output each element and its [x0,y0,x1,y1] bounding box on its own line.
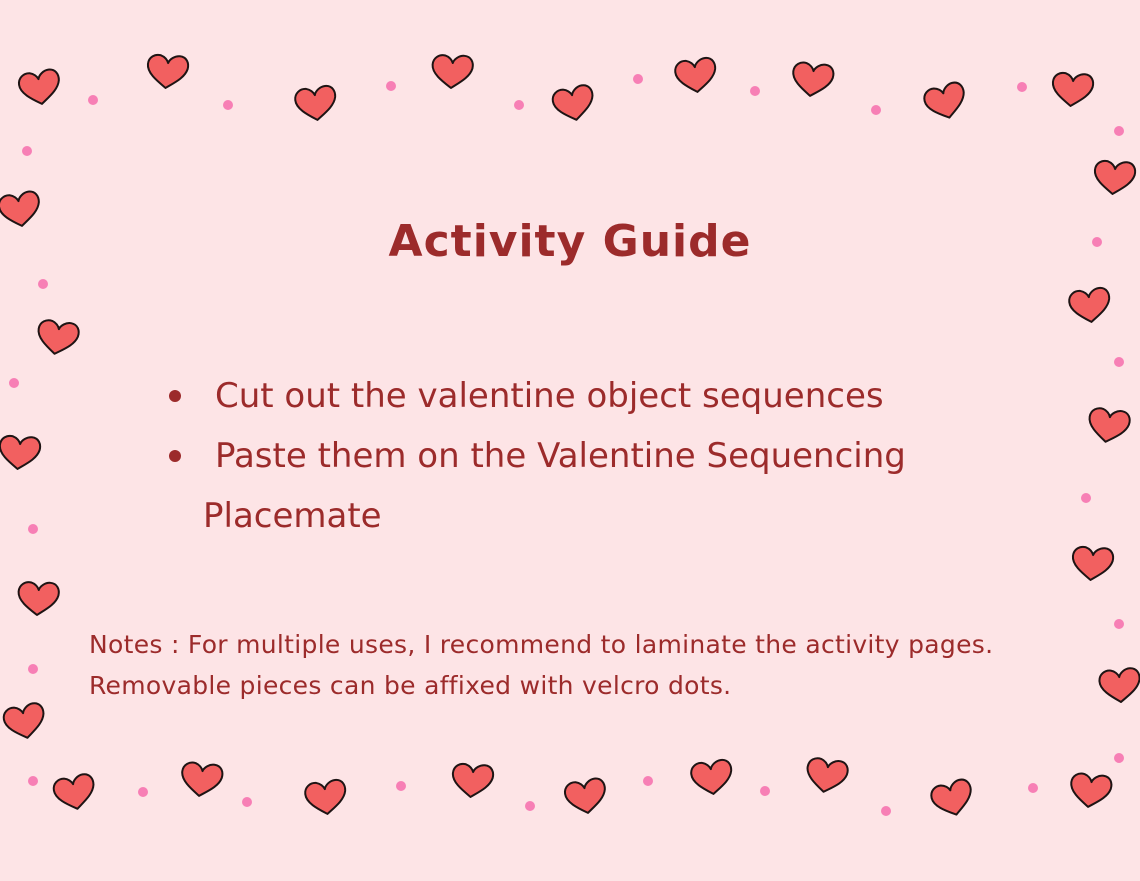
dot-icon [386,81,396,91]
dot-icon [525,801,535,811]
dot-icon [1114,357,1124,367]
dot-icon [881,806,891,816]
heart-icon [564,777,608,815]
heart-icon [451,762,494,799]
heart-icon [690,759,733,796]
dot-icon [242,797,252,807]
dot-icon [643,776,653,786]
dot-icon [223,100,233,110]
heart-icon [304,779,347,816]
notes-text [89,624,1119,706]
dot-icon [1017,82,1027,92]
dot-icon [633,74,643,84]
dot-icon [88,95,98,105]
heart-icon [179,760,223,798]
heart-icon [1093,159,1136,196]
heart-icon [294,85,337,122]
dot-icon [750,86,760,96]
dot-icon [1081,493,1091,503]
heart-icon [929,778,976,820]
heart-icon [0,434,41,471]
step-continuation-text: Placemate [203,496,382,536]
heart-icon [2,702,47,741]
dot-icon [396,781,406,791]
dot-icon [28,524,38,534]
step-text: Cut out the valentine object sequences [215,376,884,416]
list-item [165,366,995,426]
dot-icon [138,787,148,797]
dot-icon [871,105,881,115]
heart-icon [1068,287,1111,324]
dot-icon [28,776,38,786]
heart-icon [922,81,969,123]
dot-icon [22,146,32,156]
dot-icon [28,664,38,674]
dot-icon [9,378,19,388]
dot-icon [514,100,524,110]
dot-icon [38,279,48,289]
heart-icon [804,756,849,795]
heart-icon [52,773,97,812]
heart-icon [146,53,189,90]
notes-line: Removable pieces can be affixed with velcro dots. [89,671,732,700]
dot-icon [760,786,770,796]
heart-icon [1071,545,1114,582]
list-item [165,426,995,486]
heart-icon [790,60,834,98]
bullet-icon [169,450,181,462]
heart-icon [431,54,473,90]
heart-icon [551,84,596,123]
bullet-icon [169,390,181,402]
heart-icon [674,57,717,94]
page-title: Activity Guide [388,216,752,267]
dot-icon [1028,783,1038,793]
heart-icon [1086,406,1131,445]
instruction-list [165,366,995,486]
heart-icon [17,581,59,617]
heart-icon [1051,71,1094,108]
dot-icon [1114,126,1124,136]
heart-icon [1068,771,1112,809]
notes-line: Notes : For multiple uses, I recommend to laminate the activity pages. [89,630,994,659]
heart-icon [18,68,62,106]
dot-icon [1114,753,1124,763]
heart-icon [35,318,80,357]
step-text: Paste them on the Valentine Sequencing [215,436,906,476]
